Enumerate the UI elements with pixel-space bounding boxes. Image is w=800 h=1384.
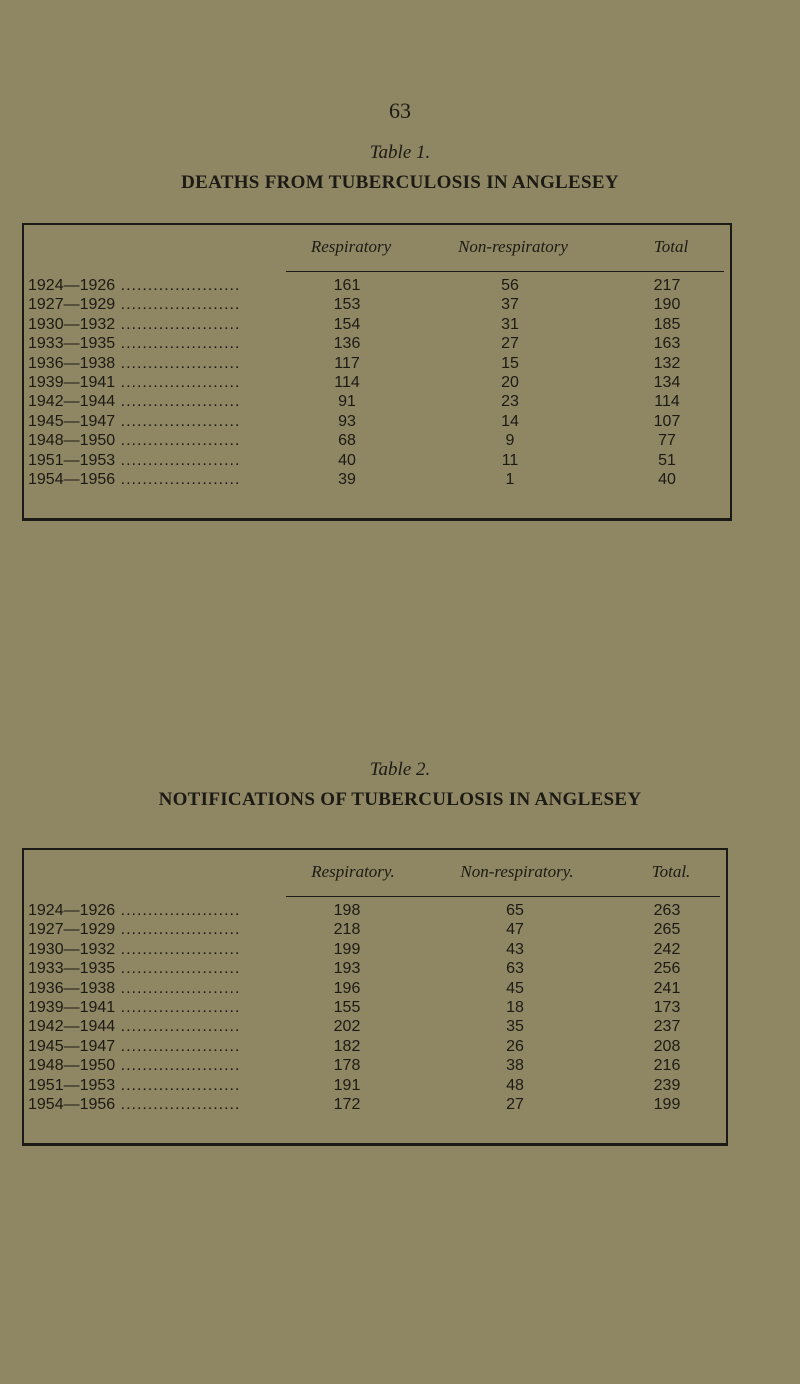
column-header-respiratory: Respiratory. [311,862,395,881]
column-header-non-respiratory: Non-respiratory. [460,862,574,881]
table-1-block [0,142,800,194]
table-2-heading: NOTIFICATIONS OF TUBERCULOSIS IN ANGLESEY [158,789,642,810]
column-header-total: Total. [651,862,691,881]
total-cell: 185 [653,315,681,333]
non-respiratory-cell: 20 [501,373,519,391]
period-label: 1942—1944 [28,393,116,411]
leader-dots: ...................... [115,373,241,391]
leader-dots: ...................... [115,1037,241,1055]
leader-dots: ...................... [115,1095,241,1113]
respiratory-cell: 114 [334,373,360,391]
leader-dots: ...................... [115,277,241,294]
table-1 [22,223,732,521]
period-label: 1942—1944 [28,1018,116,1036]
total-cell: 40 [658,470,676,488]
table-row [24,960,726,979]
period-label: 1945—1947 [28,1037,116,1055]
respiratory-cell: 202 [333,1018,361,1036]
table-row [24,1096,726,1115]
non-respiratory-cell: 48 [506,1076,524,1094]
period-label: 1939—1941 [28,373,116,391]
leader-dots: ...................... [115,451,241,469]
non-respiratory-cell: 23 [501,393,519,411]
period-cell [24,296,318,314]
non-respiratory-cell: 26 [506,1037,524,1055]
leader-dots: ...................... [115,296,241,314]
table-row [24,296,730,315]
period-cell [24,335,318,353]
total-cell: 217 [653,277,681,294]
respiratory-cell: 91 [338,393,356,411]
total-cell: 132 [653,354,681,372]
period-label: 1951—1953 [28,1076,116,1094]
respiratory-cell: 153 [333,296,361,314]
total-cell: 107 [653,412,681,430]
period-label: 1927—1929 [28,921,116,939]
total-cell: 208 [653,1037,681,1055]
table-row [24,921,726,940]
period-cell [24,277,318,295]
table-row [24,452,730,471]
header-rule [286,271,724,272]
table-1-header [24,225,730,271]
table-row [24,980,726,999]
period-label: 1954—1956 [28,1095,116,1113]
table-row [24,941,726,960]
period-label: 1924—1926 [28,902,116,919]
leader-dots: ...................... [115,902,241,919]
non-respiratory-cell: 11 [501,451,519,469]
period-label: 1951—1953 [28,451,116,469]
non-respiratory-cell: 63 [506,960,524,978]
non-respiratory-cell: 56 [501,277,519,294]
leader-dots: ...................... [115,315,241,333]
total-cell: 242 [653,940,681,958]
respiratory-cell: 117 [334,354,360,372]
period-label: 1930—1932 [28,315,116,333]
total-cell: 263 [653,902,681,919]
period-cell [24,316,318,334]
period-label: 1930—1932 [28,940,116,958]
period-label: 1936—1938 [28,979,116,997]
respiratory-cell: 39 [338,470,356,488]
table-row [24,277,730,296]
leader-dots: ...................... [115,960,241,978]
table-row [24,413,730,432]
respiratory-cell: 154 [333,315,361,333]
table-row [24,355,730,374]
non-respiratory-cell: 14 [501,412,519,430]
table-2-block [0,759,800,811]
non-respiratory-cell: 38 [506,1057,524,1075]
respiratory-cell: 193 [333,960,361,978]
total-cell: 190 [653,296,681,314]
total-cell: 216 [653,1057,681,1075]
leader-dots: ...................... [115,979,241,997]
total-cell: 256 [653,960,681,978]
total-cell: 77 [658,432,676,450]
total-cell: 114 [654,393,680,411]
total-cell: 163 [653,335,681,353]
leader-dots: ...................... [115,1076,241,1094]
period-cell [24,980,318,998]
total-cell: 241 [653,979,681,997]
table-1-caption: Table 1. [369,142,431,163]
table-row [24,1018,726,1037]
non-respiratory-cell: 15 [501,354,519,372]
period-cell [24,355,318,373]
period-cell [24,1096,318,1114]
period-label: 1936—1938 [28,354,116,372]
period-label: 1939—1941 [28,998,116,1016]
non-respiratory-cell: 45 [506,979,524,997]
respiratory-cell: 191 [333,1076,361,1094]
total-cell: 239 [653,1076,681,1094]
non-respiratory-cell: 47 [506,921,524,939]
total-cell: 265 [653,921,681,939]
respiratory-cell: 198 [333,902,361,919]
leader-dots: ...................... [115,470,241,488]
respiratory-cell: 93 [338,412,356,430]
column-header-respiratory: Respiratory [310,237,392,256]
leader-dots: ...................... [115,1018,241,1036]
period-label: 1933—1935 [28,335,116,353]
non-respiratory-cell: 37 [501,296,519,314]
table-2 [22,848,728,1146]
total-cell: 237 [653,1018,681,1036]
respiratory-cell: 155 [333,998,361,1016]
table-row [24,335,730,354]
period-cell [24,921,318,939]
table-row [24,471,730,490]
non-respiratory-cell: 9 [505,432,515,450]
period-label: 1933—1935 [28,960,116,978]
non-respiratory-cell: 18 [506,998,524,1016]
respiratory-cell: 199 [333,940,361,958]
period-cell [24,413,318,431]
leader-dots: ...................... [115,432,241,450]
table-1-rows [24,271,730,490]
non-respiratory-cell: 35 [506,1018,524,1036]
period-cell [24,393,318,411]
period-cell [24,999,318,1017]
table-row [24,316,730,335]
period-cell [24,374,318,392]
period-cell [24,960,318,978]
respiratory-cell: 161 [333,277,361,294]
period-label: 1927—1929 [28,296,116,314]
table-row [24,374,730,393]
column-header-total: Total [653,237,689,256]
respiratory-cell: 172 [333,1095,361,1113]
table-row [24,1038,726,1057]
table-row [24,999,726,1018]
leader-dots: ...................... [115,940,241,958]
table-row [24,902,726,921]
non-respiratory-cell: 65 [506,902,524,919]
total-cell: 51 [658,451,676,469]
period-label: 1948—1950 [28,432,116,450]
table-row [24,393,730,412]
total-cell: 173 [653,998,681,1016]
non-respiratory-cell: 27 [501,335,519,353]
period-cell [24,1018,318,1036]
period-cell [24,1038,318,1056]
respiratory-cell: 136 [333,335,361,353]
period-cell [24,471,318,489]
table-row [24,432,730,451]
period-cell [24,902,318,920]
leader-dots: ...................... [115,921,241,939]
leader-dots: ...................... [115,393,241,411]
period-cell [24,1057,318,1075]
leader-dots: ...................... [115,412,241,430]
table-2-header [24,850,726,896]
table-row [24,1057,726,1076]
respiratory-cell: 178 [333,1057,361,1075]
leader-dots: ...................... [115,335,241,353]
non-respiratory-cell: 43 [506,940,524,958]
period-label: 1945—1947 [28,412,116,430]
header-rule [286,896,720,897]
table-2-caption: Table 2. [369,759,431,780]
leader-dots: ...................... [115,998,241,1016]
table-row [24,1077,726,1096]
non-respiratory-cell: 1 [505,470,515,488]
non-respiratory-cell: 27 [506,1095,524,1113]
total-cell: 199 [653,1095,681,1113]
table-1-heading: DEATHS FROM TUBERCULOSIS IN ANGLESEY [181,172,619,193]
respiratory-cell: 182 [333,1037,361,1055]
respiratory-cell: 68 [338,432,356,450]
period-label: 1924—1926 [28,277,116,294]
respiratory-cell: 196 [333,979,361,997]
leader-dots: ...................... [115,1057,241,1075]
leader-dots: ...................... [115,354,241,372]
period-cell [24,1077,318,1095]
period-cell [24,941,318,959]
respiratory-cell: 218 [333,921,361,939]
page-number: 63 [389,98,411,123]
period-cell [24,432,318,450]
column-header-non-respiratory: Non-respiratory [458,237,568,256]
period-label: 1954—1956 [28,470,116,488]
period-cell [24,452,318,470]
respiratory-cell: 40 [338,451,356,469]
total-cell: 134 [653,373,681,391]
table-2-rows [24,896,726,1115]
non-respiratory-cell: 31 [501,315,519,333]
period-label: 1948—1950 [28,1057,116,1075]
